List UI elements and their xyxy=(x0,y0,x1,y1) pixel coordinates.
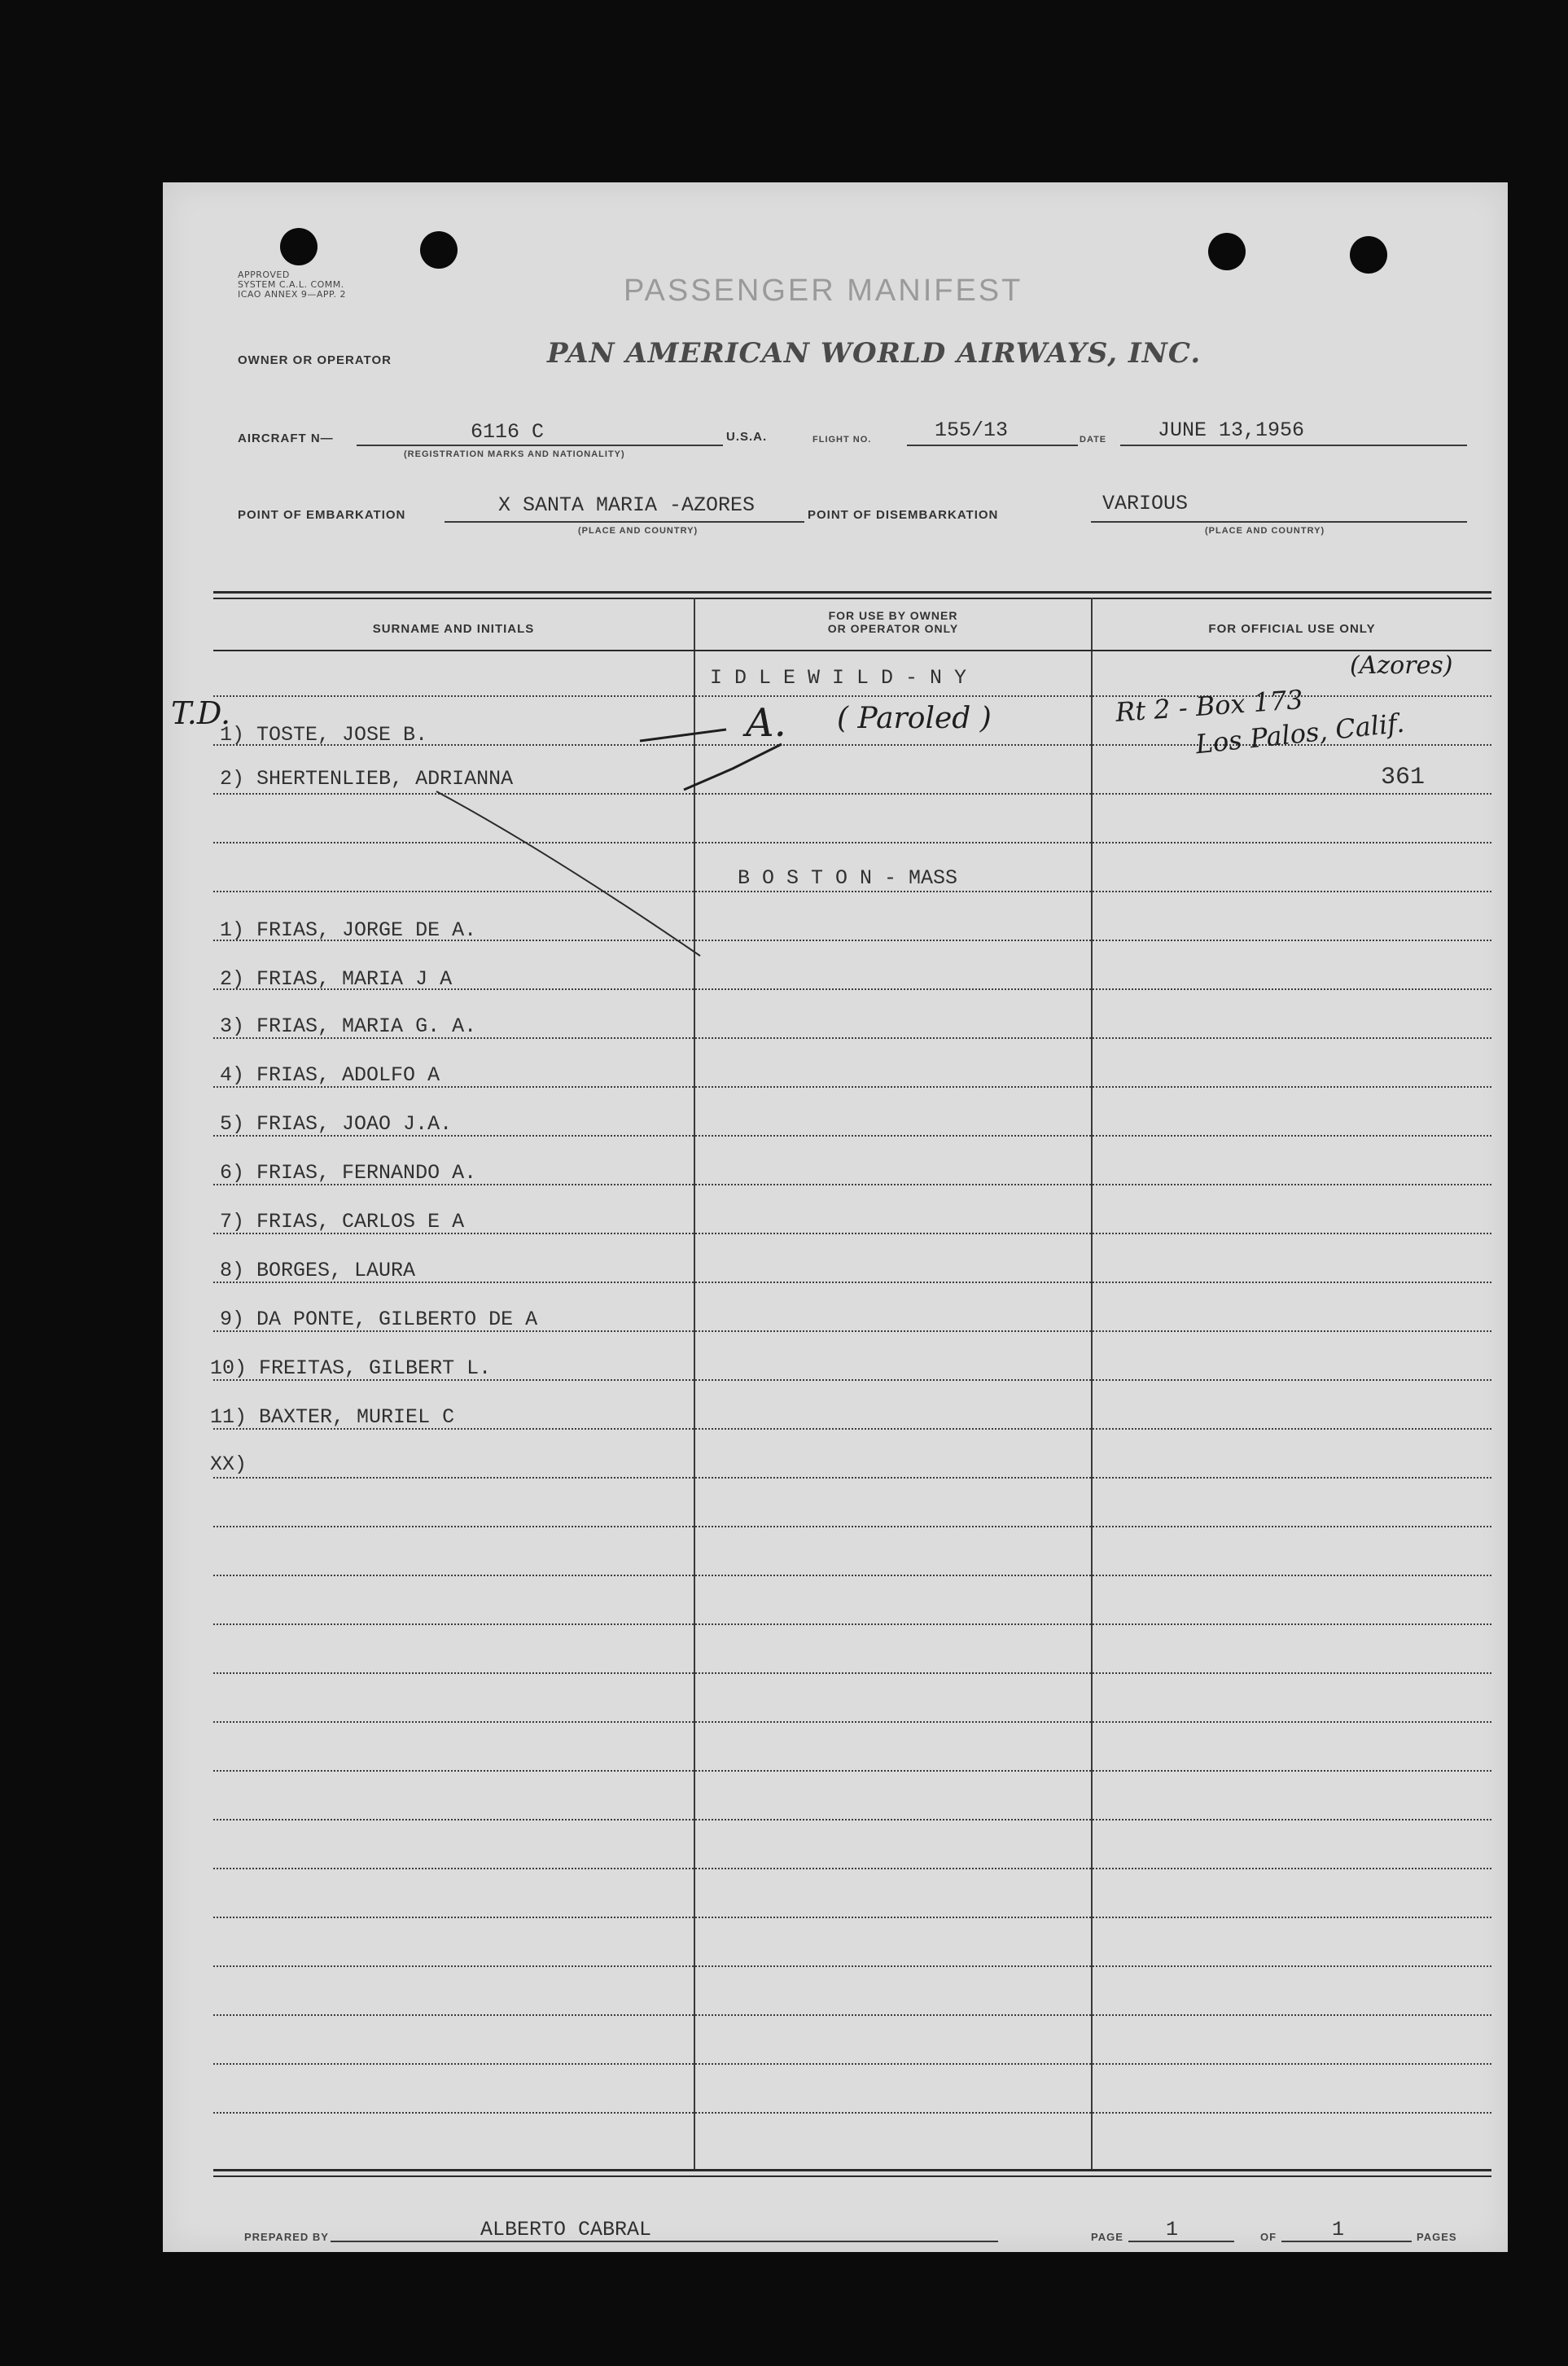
page-value: 1 xyxy=(1166,2218,1179,2241)
owner-label: OWNER OR OPERATOR xyxy=(238,353,392,367)
disembark-label: POINT OF DISEMBARKATION xyxy=(808,508,999,522)
approval-note-line: ICAO ANNEX 9—APP. 2 xyxy=(238,289,346,300)
passenger-num: 6) xyxy=(220,1161,245,1185)
passenger-row xyxy=(210,1356,491,1380)
passenger-num: 9) xyxy=(220,1308,245,1331)
passenger-num: 11) xyxy=(210,1405,247,1429)
row-rule xyxy=(213,1721,1491,1723)
passenger-num: 10) xyxy=(210,1356,247,1380)
prepared-label: PREPARED BY xyxy=(244,2231,329,2243)
row-rule xyxy=(213,1819,1491,1821)
passenger-name: FRIAS, JORGE DE A. xyxy=(256,918,477,942)
handwritten-mark: A. xyxy=(746,700,786,746)
passenger-name: FRIAS, CARLOS E A xyxy=(256,1210,465,1233)
row-rule xyxy=(213,1477,1491,1479)
passenger-num: 4) xyxy=(220,1063,245,1087)
passenger-name: FRIAS, JOAO J.A. xyxy=(256,1112,453,1136)
flight-value: 155/13 xyxy=(935,418,1009,442)
manifest-page xyxy=(163,182,1508,2252)
section-boston: B O S T O N - MASS xyxy=(738,866,958,890)
passenger-num: 5) xyxy=(220,1112,245,1136)
col-header-owner: FOR USE BY OWNER xyxy=(828,609,958,622)
handwritten-paroled: ( Paroled ) xyxy=(837,702,992,735)
embark-value: X SANTA MARIA -AZORES xyxy=(498,493,756,517)
row-rule xyxy=(213,2112,1491,2114)
row-rule xyxy=(213,1965,1491,1967)
aircraft-label: AIRCRAFT N— xyxy=(238,432,334,445)
col-header-surname: SURNAME AND INITIALS xyxy=(372,622,535,636)
overflow-marker: XX) xyxy=(210,1452,247,1476)
row-rule xyxy=(213,1868,1491,1869)
check-mark xyxy=(684,744,782,790)
prepared-value: ALBERTO CABRAL xyxy=(480,2218,652,2241)
passenger-name: FRIAS, FERNANDO A. xyxy=(256,1161,477,1185)
flight-label: FLIGHT NO. xyxy=(812,435,872,445)
of-label: OF xyxy=(1260,2231,1277,2243)
embark-label: POINT OF EMBARKATION xyxy=(238,508,406,522)
date-value: JUNE 13,1956 xyxy=(1158,418,1305,442)
row-rule xyxy=(213,1526,1491,1527)
passenger-name: FRIAS, MARIA J A xyxy=(256,967,453,991)
handwritten-azores: (Azores) xyxy=(1350,651,1453,680)
passenger-row xyxy=(220,1259,415,1282)
passenger-name: DA PONTE, GILBERTO DE A xyxy=(256,1308,538,1331)
row-rule xyxy=(213,1672,1491,1674)
row-rule xyxy=(213,1575,1491,1576)
passenger-row xyxy=(210,1405,454,1429)
row-rule xyxy=(213,2063,1491,2065)
approval-note-line: APPROVED xyxy=(238,269,290,280)
owner-value: PAN AMERICAN WORLD AIRWAYS, INC. xyxy=(547,337,1202,370)
passenger-name: BAXTER, MURIEL C xyxy=(259,1405,455,1429)
approval-note-line: SYSTEM C.A.L. COMM. xyxy=(238,279,344,290)
pen-marks xyxy=(163,182,1508,1159)
passenger-name: FRIAS, ADOLFO A xyxy=(256,1063,440,1087)
passenger-num: 7) xyxy=(220,1210,245,1233)
of-value: 1 xyxy=(1332,2218,1345,2241)
row-rule xyxy=(213,1770,1491,1772)
prepared-underline xyxy=(331,2241,998,2242)
handwritten-address: Los Palos, Calif. xyxy=(1194,707,1406,760)
handwritten-initials: T.D. xyxy=(171,695,231,731)
date-label: DATE xyxy=(1080,435,1107,445)
passenger-num: 1) xyxy=(220,918,245,942)
pen-line xyxy=(436,791,700,956)
passenger-name: SHERTENLIEB, ADRIANNA xyxy=(256,767,514,791)
page-label: PAGE xyxy=(1091,2231,1123,2243)
passenger-row xyxy=(220,1308,537,1331)
passenger-num: 3) xyxy=(220,1014,245,1038)
passenger-row xyxy=(220,1210,464,1233)
disembark-value: VARIOUS xyxy=(1102,492,1189,515)
col-header-official: FOR OFFICIAL USE ONLY xyxy=(1208,622,1376,636)
handwritten-address: Rt 2 - Box 173 xyxy=(1114,683,1304,729)
row-rule xyxy=(213,2014,1491,2016)
row-rule xyxy=(213,1623,1491,1625)
passenger-num: 2) xyxy=(220,767,245,791)
registration-note: (REGISTRATION MARKS AND NATIONALITY) xyxy=(404,449,625,459)
aircraft-value: 6116 C xyxy=(471,420,545,444)
section-idlewild: I D L E W I L D - N Y xyxy=(710,666,967,690)
passenger-num: 8) xyxy=(220,1259,245,1282)
record-number: 361 xyxy=(1381,764,1426,791)
table-bottom-rule xyxy=(213,2169,1491,2171)
place-note-disembark: (PLACE AND COUNTRY) xyxy=(1205,526,1325,536)
of-underline xyxy=(1281,2241,1412,2242)
passenger-name: TOSTE, JOSE B. xyxy=(256,723,428,747)
form-title: PASSENGER MANIFEST xyxy=(624,274,1023,308)
passenger-name: FREITAS, GILBERT L. xyxy=(259,1356,492,1380)
page-underline xyxy=(1128,2241,1234,2242)
passenger-row xyxy=(220,1161,476,1185)
col-header-owner: OR OPERATOR ONLY xyxy=(827,622,959,635)
pages-label: PAGES xyxy=(1417,2231,1457,2243)
pen-stroke xyxy=(640,730,726,741)
place-note-embark: (PLACE AND COUNTRY) xyxy=(578,526,699,536)
passenger-num: 2) xyxy=(220,967,245,991)
passenger-name: BORGES, LAURA xyxy=(256,1259,416,1282)
passenger-num: 1) xyxy=(220,723,245,747)
usa-label: U.S.A. xyxy=(726,430,768,444)
row-rule xyxy=(213,1917,1491,1918)
passenger-name: FRIAS, MARIA G. A. xyxy=(256,1014,477,1038)
table-bottom-rule xyxy=(213,2175,1491,2177)
